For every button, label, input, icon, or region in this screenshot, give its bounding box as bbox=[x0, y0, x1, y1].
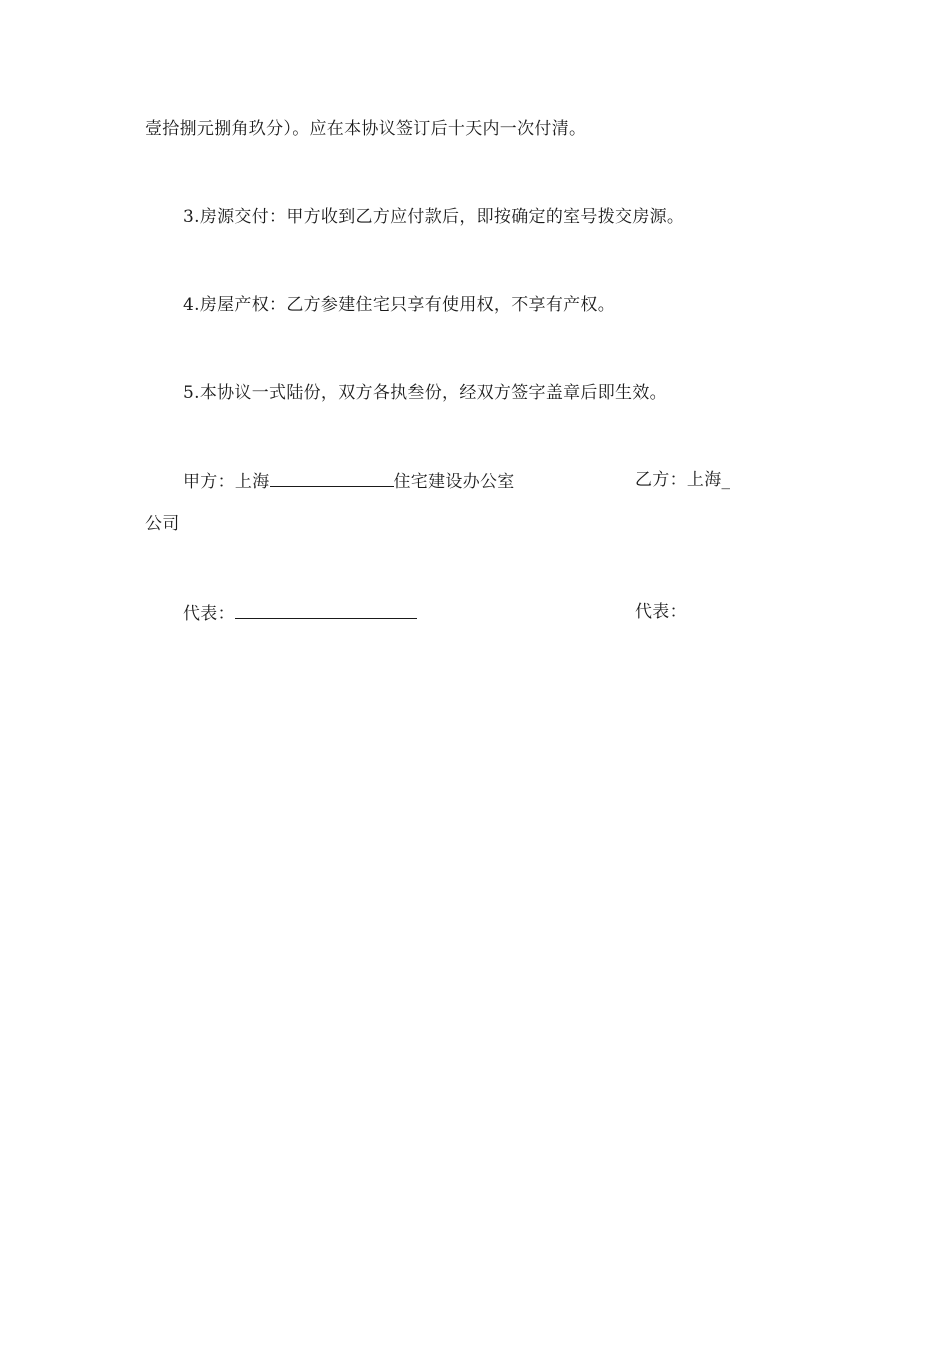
party-b-signature: 乙方：上海_ bbox=[635, 470, 731, 490]
rep-a-blank bbox=[235, 601, 417, 619]
party-a-representative bbox=[183, 601, 417, 625]
clause-property-rights: 4.房屋产权：乙方参建住宅只享有使用权，不享有产权。 bbox=[183, 295, 616, 315]
party-a-suffix: 住宅建设办公室 bbox=[393, 472, 515, 492]
clause-copies-effectiveness: 5.本协议一式陆份，双方各执叁份，经双方签字盖章后即生效。 bbox=[183, 383, 667, 403]
party-a-prefix: 甲方：上海 bbox=[183, 472, 270, 492]
payment-continuation-line: 壹拾捌元捌角玖分）。应在本协议签订后十天内一次付清。 bbox=[145, 119, 587, 139]
party-a-name-blank bbox=[270, 469, 394, 487]
rep-a-label: 代表： bbox=[183, 604, 235, 624]
clause-house-delivery: 3.房源交付：甲方收到乙方应付款后，即按确定的室号拨交房源。 bbox=[183, 207, 685, 227]
party-b-representative: 代表： bbox=[635, 602, 687, 622]
party-b-continuation: 公司 bbox=[145, 514, 180, 534]
party-a-signature bbox=[183, 469, 515, 493]
